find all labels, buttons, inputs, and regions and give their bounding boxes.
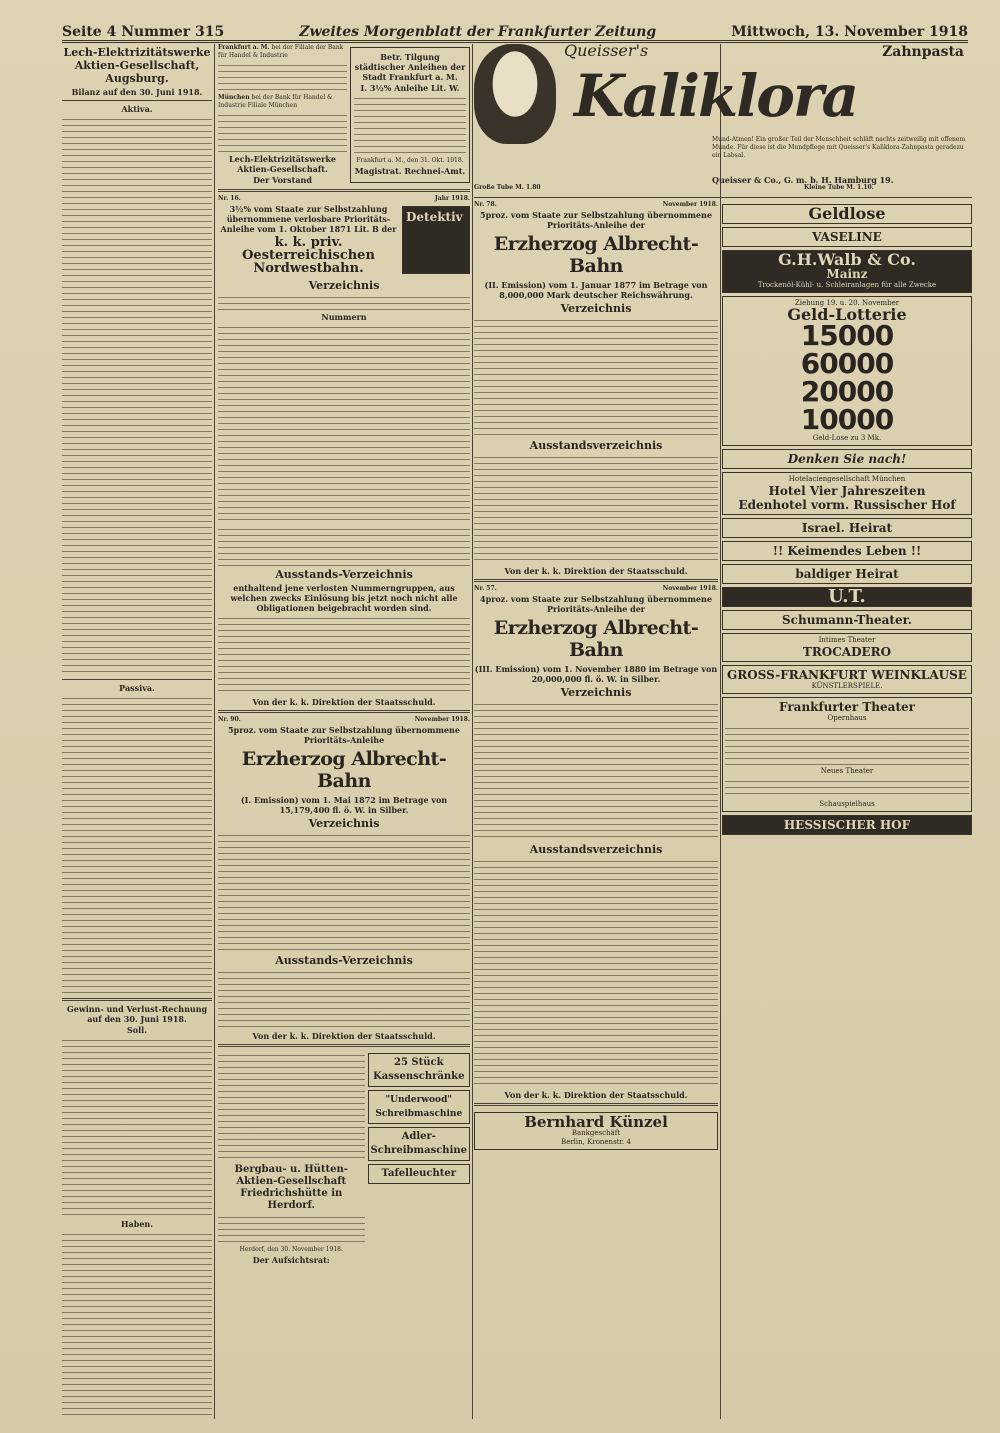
albrecht-title: Erzherzog Albrecht-Bahn <box>241 748 447 792</box>
kaliklora-ad: Queisser's Zahnpasta Kaliklora Mund-Atmen! Ein großer Teil der Menschheit schläft nachts zeitweilig mit offenem Munde. Für diese ist die Mundpflege mit Queisser's Kaliklora-Zahnpasta geradezu ein Labsal. Queisser & Co., G. m. b. H. Hamburg 19. Große Tube M. 1.80 Kleine Tube M. 1.10. <box>474 44 972 194</box>
trocadero-ad: Intimes Theater TROCADERO <box>722 633 972 662</box>
kuenzel-ad: Bernhard Künzel Bankgeschäft Berlin, Kronenstr. 4 <box>474 1112 718 1150</box>
nordwest-lead: 3½% vom Staate zur Selbstzahlung übernommene verlosbare Prioritäts-Anleihe vom 1. Oktober 1871 Lit. B der <box>220 204 397 234</box>
kaliklora-logo: Kaliklora <box>574 62 858 130</box>
albrecht-ii-title: Erzherzog Albrecht-Bahn <box>493 233 699 277</box>
verzeichnis-heading: Verzeichnis <box>308 279 380 292</box>
underwood-ad: "Underwood" Schreibmaschine <box>368 1090 470 1124</box>
page-number: Seite 4 Nummer 315 <box>62 24 225 40</box>
vorstand: Der Vorstand <box>253 175 312 185</box>
column-ads <box>722 201 972 1153</box>
passiva-entries <box>62 695 212 995</box>
issue-date: Mittwoch, 13. November 1918 <box>731 24 968 40</box>
ad-copy: Mund-Atmen! Ein großer Teil der Menschheit schläft nachts zeitweilig mit offenem Munde. Für diese ist die Mundpflege mit Queisser's Kaliklora-Zahnpasta geradezu ein Labsal. <box>712 136 966 159</box>
theater-listing: Frankfurter Theater Opernhaus Neues Theater Schauspielhaus <box>722 697 972 812</box>
gv-title: Gewinn- und Verlust-Rechnung auf den 30. Juni 1918. <box>66 1004 208 1024</box>
detektiv-ad: Detektiv <box>402 206 470 274</box>
masthead <box>62 18 968 43</box>
newspaper-title: Zweites Morgenblatt der Frankfurter Zeitung <box>299 24 657 40</box>
company-name: Lech-Elektrizitätswerke Aktien-Gesellschaft, Augsburg. <box>63 46 211 85</box>
keimendes-ad: !! Keimendes Leben !! <box>722 541 972 561</box>
bergbau-title: Bergbau- u. Hütten-Aktien-Gesellschaft Friedrichshütte in Herdorf. <box>234 1164 348 1211</box>
heirat-ad: Israel. Heirat <box>722 518 972 538</box>
notice-year: Jahr 1918. <box>434 195 470 202</box>
aktiva-entries <box>62 116 212 676</box>
haben-heading: Haben. <box>120 1219 154 1229</box>
column-balance-sheet <box>62 44 212 1419</box>
albrecht-lead: 5proz. vom Staate zur Selbstzahlung übernommene Prioritäts-Anleihe <box>228 725 460 745</box>
column-rule <box>214 44 215 1419</box>
product-type: Zahnpasta <box>882 44 964 60</box>
soll-heading: Soll. <box>127 1025 147 1035</box>
adler-ad: Adler-Schreibmaschine <box>368 1127 470 1161</box>
column-notices-1: Frankfurt a. M. bei der Filiale der Bank für Handel & Industrie München bei der Bank für Handel & Industrie Filiale München Lech-Elektrizitätswerke Aktien-Gesellschaft. Der Vorstand Betr. Tilgung städtischer Anleihen der Stadt Frankfurt a. M. I. 3½% Anleihe Lit. W. Frankfurt a. M., den 31. Okt. 1918. Magistrat. Rechnei-Amt. Nr. 16. Jahr 1918. 3½% vom Staate zur Selbstzahlung übernommene verlosbare Prioritäts-Anleihe vom 1. Oktober 1871 Lit. B der k. k. priv. Oesterreichischen Nordwestbahn. Detektiv Verzeichnis Nummern Ausstands-Verzeichnis enthaltend jene verlosten Nummerngruppen, aus welchen zwecks Einlösung bis jetzt noch nicht alle Obligationen beigebracht worden sind. Von der k. k. Direktion der Staatsschuld. Nr. 90. November 1918. 5proz. vom Staate zur Selbstzahlung übernommene Prioritäts-Anleihe Erzherzog Albrecht-Bahn (I. Emission) vom 1. Mai 1872 im Betrage von 15,179,400 fl. ö. W. in Silber. Verzeichnis Ausstands-Verzeichnis Von der k. k. Direktion der Staatsschuld. Bergbau- u. Hütten-Aktien-Gesellschaft Friedrichshütte in Herdorf. Herdorf, den 30. November 1918. Der Aufsichtsrat: 25 Stück Kassenschränke "Underwood" Schreibmaschine Adler-Schreibmaschine Tafelleuchter <box>218 44 470 1265</box>
lech-signature: Lech-Elektrizitätswerke Aktien-Gesellschaft. <box>229 154 336 174</box>
tafelleuchter-ad: Tafelleuchter <box>368 1164 470 1184</box>
lottery-ad: Ziehung 19. u. 20. November Geld-Lotterie 15000 60000 20000 10000 Geld-Lose zu 3 Mk. <box>722 296 972 446</box>
direktion-signature: Von der k. k. Direktion der Staatsschuld. <box>252 697 436 707</box>
haben-entries <box>62 1231 212 1419</box>
kassenschraenke-ad: 25 Stück Kassenschränke <box>368 1053 470 1087</box>
walb-ad: G.H.Walb & Co. Mainz Trockenöl-Kühl- u. Schleiranlagen für alle Zwecke <box>722 250 972 293</box>
heirat2-ad: baldiger Heirat <box>722 564 972 584</box>
tilgung-notice: Betr. Tilgung städtischer Anleihen der Stadt Frankfurt a. M. I. 3½% Anleihe Lit. W. Frankfurt a. M., den 31. Okt. 1918. Magistrat. Rechnei-Amt. <box>350 47 470 183</box>
hessischer-hof-ad: HESSISCHER HOF <box>722 815 972 835</box>
munich-label: München <box>218 94 250 101</box>
column-rule <box>472 44 473 1419</box>
brand-name: Queisser's <box>564 44 649 60</box>
munich-text: bei der Bank für Handel & Industrie Filiale München <box>218 94 333 109</box>
passiva-heading: Passiva. <box>119 683 155 693</box>
albrecht-iii-title: Erzherzog Albrecht-Bahn <box>493 617 699 661</box>
ausstands-table <box>218 615 470 695</box>
nordwest-title: k. k. priv. Oesterreichischen Nordwestbahn. <box>242 235 375 276</box>
ausstands-heading: Ausstands-Verzeichnis <box>275 568 413 581</box>
balance-title: Bilanz auf den 30. Juni 1918. <box>71 87 203 97</box>
ut-ad: U.T. <box>722 587 972 607</box>
city-label: Frankfurt a. M. <box>218 44 270 51</box>
hotel-ad: Hotelaciengesellschaft München Hotel Vier Jahreszeiten Edenhotel vorm. Russischer Hof <box>722 472 972 515</box>
denken-ad: Denken Sie nach! <box>722 449 972 469</box>
notice-number: Nr. 16. <box>218 195 241 202</box>
vaseline-ad: VASELINE <box>722 227 972 247</box>
nummern-heading: Nummern <box>321 312 367 322</box>
schumann-ad: Schumann-Theater. <box>722 610 972 630</box>
woman-portrait <box>474 44 556 144</box>
geldlose-ad: Geldlose <box>722 204 972 224</box>
column-notices-2: Queisser's Zahnpasta Kaliklora Mund-Atmen! Ein großer Teil der Menschheit schläft nachts zeitweilig mit offenem Munde. Für diese ist die Mundpflege mit Queisser's Kaliklora-Zahnpasta geradezu ein Labsal. Queisser & Co., G. m. b. H. Hamburg 19. Große Tube M. 1.80 Kleine Tube M. 1.10. Nr. 78. November 1918. 5proz. vom Staate zur Selbstzahlung übernommene Prioritäts-Anleihe der Erzherzog Albrecht-Bahn (II. Emission) vom 1. Januar 1877 im Betrage von 8,000,000 Mark deutscher Reichswährung. Verzeichnis Ausstandsverzeichnis Von der k. k. Direktion der Staatsschuld. Nr. 57. November 1918. 4proz. vom Staate zur Selbstzahlung übernommene Prioritäts-Anleihe der Erzherzog Albrecht-Bahn (III. Emission) vom 1. November 1880 im Betrage von 20,000,000 fl. ö. W. in Silber. Verzeichnis Ausstandsverzeichnis Von der k. k. Direktion der Staatsschuld. Bernhard Künzel Bankgeschäft Berlin, Kronenstr. 4 Geldlose VASELINE G.H.Walb & Co. Mainz Trockenöl-Kühl- u. Schleiranlagen für alle Zwecke Ziehung 19. u. 20. November Geld-Lotterie 15000 60000 20000 10000 Geld-Lose zu 3 Mk. Denken Sie nach! Hotelaciengesellschaft München Hotel Vier Jahreszeiten Edenhotel vorm. Russischer Hof Israel. Heirat !! Keimendes Leben !! baldiger Heirat U.T. Schumann-Theater. Intimes Theater TROCADERO GROSS-FRANKFURT WEINKLAUSE KÜNSTLERSPIELE. Frankfurter Theater Opernhaus Neues Theater Schauspielhaus HESSISCHER HOF <box>474 44 972 1419</box>
city-text: bei der Filiale der Bank für Handel & Industrie <box>218 44 344 59</box>
aktiva-heading: Aktiva. <box>121 104 153 114</box>
number-table <box>218 324 470 524</box>
weinklause-ad: GROSS-FRANKFURT WEINKLAUSE KÜNSTLERSPIELE. <box>722 665 972 694</box>
albrecht-sub: (I. Emission) vom 1. Mai 1872 im Betrage von 15,179,400 fl. ö. W. in Silber. <box>240 795 448 815</box>
soll-entries <box>62 1037 212 1217</box>
ausstands-sub: enthaltend jene verlosten Nummerngruppen, aus welchen zwecks Einlösung bis jetzt noch nicht alle Obligationen beigebracht worden sind. <box>230 583 458 613</box>
